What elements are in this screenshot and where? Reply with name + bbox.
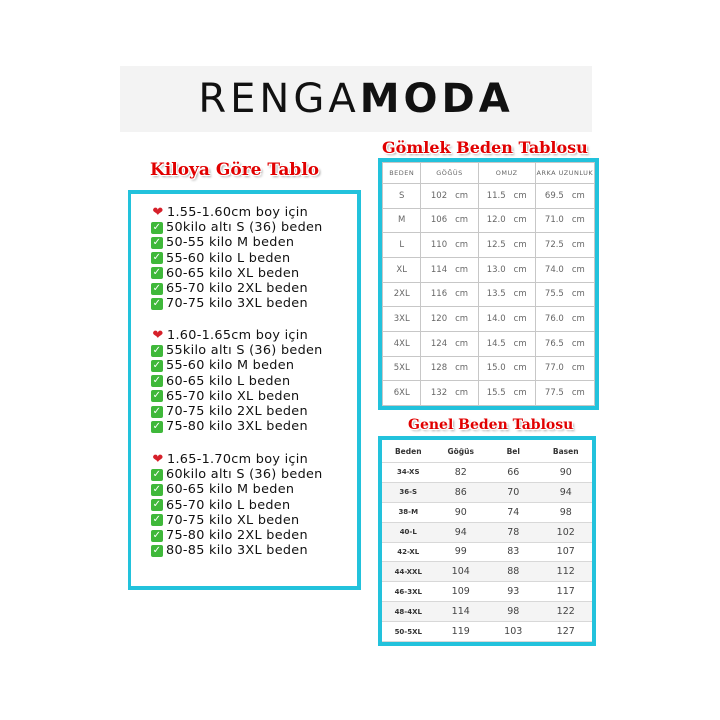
measure-cell: 104 [435, 562, 488, 582]
measure-cell: 88 [487, 562, 540, 582]
heart-icon: ❤ [152, 451, 164, 467]
size-cell [383, 233, 421, 258]
check-icon: ✓ [152, 297, 162, 309]
cell-value: 114 [430, 264, 448, 275]
check-icon: ✓ [152, 282, 162, 294]
unit-label: cm [455, 388, 469, 399]
table-row [382, 482, 592, 502]
measure-cell [535, 208, 594, 233]
list-item: ✓ 65-70 kilo L beden [152, 497, 291, 513]
measure-cell [478, 356, 535, 381]
check-icon: ✓ [152, 344, 162, 356]
unit-label: cm [513, 338, 527, 349]
measure-cell: 98 [487, 602, 540, 622]
size-cell: 34-XS [382, 463, 435, 483]
list-item: ✓ 60-65 kilo M beden [152, 482, 295, 498]
list-item: ✓ 50-55 kilo M beden [152, 235, 295, 251]
check-icon: ✓ [152, 375, 162, 387]
table-header-row [383, 163, 595, 184]
group-heading: ❤ 1.55-1.60cm boy için [152, 204, 309, 220]
cell-value: 3XL [393, 314, 410, 325]
measure-cell: 94 [540, 482, 593, 502]
size-cell: 36-S [382, 482, 435, 502]
table-row [382, 622, 592, 642]
unit-label: cm [571, 388, 585, 399]
table-row [383, 381, 595, 406]
measure-cell: 94 [435, 522, 488, 542]
cell-value: 124 [430, 338, 448, 349]
measure-cell [421, 208, 478, 233]
column-header: Bel [487, 440, 540, 463]
cell-value: 14.0 [486, 314, 506, 325]
size-cell: 38-M [382, 502, 435, 522]
measure-cell [535, 307, 594, 332]
size-cell [383, 208, 421, 233]
unit-label: cm [513, 388, 527, 399]
weight-table-title: Kiloya Göre Tablo [150, 160, 320, 180]
column-header: Basen [540, 440, 593, 463]
size-cell: 44-XXL [382, 562, 435, 582]
list-item: ✓ 60kilo altı S (36) beden [152, 467, 323, 483]
check-icon: ✓ [152, 267, 162, 279]
check-icon: ✓ [152, 544, 162, 556]
measure-cell: 119 [435, 622, 488, 642]
measure-cell [478, 208, 535, 233]
size-cell [383, 307, 421, 332]
cell-value: 77.0 [544, 363, 564, 374]
measure-cell: 82 [435, 463, 488, 483]
weight-size-list [128, 190, 361, 590]
shirt-table-title: Gömlek Beden Tablosu [382, 138, 588, 157]
cell-value: 13.5 [486, 289, 506, 300]
cell-value: 69.5 [544, 190, 564, 201]
cell-value: 120 [430, 314, 448, 325]
unit-label: cm [455, 338, 469, 349]
size-cell [383, 282, 421, 307]
cell-value: XL [396, 264, 407, 275]
size-cell: 50-5XL [382, 622, 435, 642]
check-icon: ✓ [152, 237, 162, 248]
list-item: ✓ 60-65 kilo XL beden [152, 265, 300, 281]
measure-cell: 117 [540, 582, 593, 602]
cell-value: 110 [430, 240, 448, 251]
cell-value: 15.0 [486, 363, 506, 374]
table-row [383, 233, 595, 258]
cell-value: 6XL [393, 388, 410, 399]
check-icon: ✓ [152, 252, 162, 264]
unit-label: cm [571, 338, 585, 349]
table-row [382, 582, 592, 602]
measure-cell: 78 [487, 522, 540, 542]
weight-group [151, 452, 323, 558]
weight-group [151, 205, 323, 311]
measure-cell: 99 [435, 542, 488, 562]
unit-label: cm [513, 264, 527, 275]
measure-cell [478, 331, 535, 356]
group-heading: ❤ 1.65-1.70cm boy için [152, 451, 309, 467]
measure-cell: 83 [487, 542, 540, 562]
cell-value: 102 [430, 190, 448, 201]
unit-label: cm [513, 363, 527, 374]
cell-value: 128 [430, 363, 448, 374]
general-table-title: Genel Beden Tablosu [408, 417, 574, 433]
measure-cell [535, 356, 594, 381]
check-icon: ✓ [152, 468, 162, 480]
shirt-table [382, 162, 595, 406]
heart-icon: ❤ [152, 327, 164, 343]
unit-label: cm [455, 215, 469, 226]
measure-cell: 86 [435, 482, 488, 502]
measure-cell: 127 [540, 622, 593, 642]
measure-cell [421, 307, 478, 332]
cell-value: 76.0 [544, 314, 564, 325]
size-cell: 42-XL [382, 542, 435, 562]
table-row [383, 356, 595, 381]
measure-cell [478, 381, 535, 406]
cell-value: 5XL [393, 363, 410, 374]
measure-cell [478, 184, 535, 209]
list-item: ✓ 65-70 kilo XL beden [152, 388, 300, 404]
check-icon: ✓ [152, 420, 162, 432]
measure-cell [421, 381, 478, 406]
unit-label: cm [513, 190, 527, 201]
measure-cell [421, 184, 478, 209]
cell-value: 15.5 [486, 388, 506, 399]
brand-logo [120, 66, 592, 132]
size-cell [383, 184, 421, 209]
unit-label: cm [513, 314, 527, 325]
list-item: ✓ 65-70 kilo 2XL beden [152, 281, 308, 297]
cell-value: S [399, 190, 405, 201]
table-row [382, 463, 592, 483]
check-icon: ✓ [152, 484, 162, 495]
measure-cell [478, 257, 535, 282]
unit-label: cm [513, 215, 527, 226]
list-item: ✓ 55-60 kilo M beden [152, 358, 295, 374]
cell-value: 14.5 [486, 338, 506, 349]
brand-name-part1: RENGA [198, 76, 360, 122]
column-header: Göğüs [435, 440, 488, 463]
list-item: ✓ 75-80 kilo 2XL beden [152, 528, 308, 544]
unit-label: cm [455, 314, 469, 325]
unit-label: cm [455, 289, 469, 300]
measure-cell [478, 282, 535, 307]
unit-label: cm [571, 289, 585, 300]
measure-cell [535, 257, 594, 282]
measure-cell: 109 [435, 582, 488, 602]
measure-cell [535, 184, 594, 209]
table-row [383, 307, 595, 332]
measure-cell: 114 [435, 602, 488, 622]
unit-label: cm [571, 363, 585, 374]
table-row [382, 562, 592, 582]
list-item: ✓ 55-60 kilo L beden [152, 250, 291, 266]
measure-cell: 102 [540, 522, 593, 542]
unit-label: cm [571, 264, 585, 275]
weight-group [151, 328, 323, 434]
table-row [382, 542, 592, 562]
check-icon: ✓ [152, 529, 162, 541]
list-item: ✓ 70-75 kilo XL beden [152, 512, 300, 528]
measure-cell: 98 [540, 502, 593, 522]
list-item: ✓ 70-75 kilo 3XL beden [152, 296, 308, 312]
list-item: ✓ 55kilo altı S (36) beden [152, 343, 323, 359]
cell-value: 11.5 [486, 190, 506, 201]
unit-label: cm [513, 289, 527, 300]
table-row [382, 502, 592, 522]
cell-value: L [399, 240, 405, 251]
size-cell [383, 257, 421, 282]
measure-cell [421, 257, 478, 282]
cell-value: 75.5 [544, 289, 564, 300]
cell-value: 132 [430, 388, 448, 399]
cell-value: 4XL [393, 338, 410, 349]
cell-value: 74.0 [544, 264, 564, 275]
cell-value: 72.5 [544, 240, 564, 251]
brand-name-part2: MODA [359, 76, 514, 122]
column-header: OMUZ [478, 163, 535, 184]
measure-cell: 93 [487, 582, 540, 602]
size-cell: 46-3XL [382, 582, 435, 602]
measure-cell: 66 [487, 463, 540, 483]
check-icon: ✓ [152, 499, 162, 511]
unit-label: cm [513, 240, 527, 251]
unit-label: cm [571, 314, 585, 325]
general-table [382, 440, 592, 642]
measure-cell: 70 [487, 482, 540, 502]
cell-value: 106 [430, 215, 448, 226]
group-heading: ❤ 1.60-1.65cm boy için [152, 327, 309, 343]
general-size-table [378, 436, 596, 646]
column-header: GÖĞÜS [421, 163, 478, 184]
table-row [382, 602, 592, 622]
measure-cell [421, 331, 478, 356]
measure-cell [535, 233, 594, 258]
cell-value: 77.5 [544, 388, 564, 399]
measure-cell [535, 381, 594, 406]
measure-cell [421, 356, 478, 381]
measure-cell [478, 233, 535, 258]
table-row [383, 282, 595, 307]
cell-value: 12.5 [486, 240, 506, 251]
measure-cell [421, 282, 478, 307]
table-row [383, 184, 595, 209]
list-item: ✓ 50kilo altı S (36) beden [152, 220, 323, 236]
cell-value: 116 [430, 289, 448, 300]
size-cell: 40-L [382, 522, 435, 542]
check-icon: ✓ [152, 405, 162, 417]
measure-cell: 122 [540, 602, 593, 622]
check-icon: ✓ [152, 221, 162, 233]
measure-cell: 103 [487, 622, 540, 642]
list-item: ✓ 60-65 kilo L beden [152, 373, 291, 389]
cell-value: 71.0 [544, 215, 564, 226]
measure-cell: 107 [540, 542, 593, 562]
unit-label: cm [455, 363, 469, 374]
size-cell [383, 381, 421, 406]
list-item: ✓ 75-80 kilo 3XL beden [152, 419, 308, 435]
table-row [383, 208, 595, 233]
size-cell: 48-4XL [382, 602, 435, 622]
unit-label: cm [455, 240, 469, 251]
unit-label: cm [571, 215, 585, 226]
measure-cell [535, 282, 594, 307]
unit-label: cm [455, 190, 469, 201]
measure-cell [478, 307, 535, 332]
measure-cell [535, 331, 594, 356]
check-icon: ✓ [152, 390, 162, 402]
unit-label: cm [571, 190, 585, 201]
measure-cell: 90 [540, 463, 593, 483]
measure-cell: 90 [435, 502, 488, 522]
measure-cell [421, 233, 478, 258]
size-cell [383, 356, 421, 381]
table-header-row [382, 440, 592, 463]
table-row [382, 522, 592, 542]
measure-cell: 112 [540, 562, 593, 582]
column-header: BEDEN [383, 163, 421, 184]
shirt-size-table [378, 158, 599, 410]
size-cell [383, 331, 421, 356]
list-item: ✓ 80-85 kilo 3XL beden [152, 543, 308, 559]
cell-value: 76.5 [544, 338, 564, 349]
cell-value: M [398, 215, 406, 226]
unit-label: cm [455, 264, 469, 275]
table-row [383, 257, 595, 282]
unit-label: cm [571, 240, 585, 251]
heart-icon: ❤ [152, 204, 164, 220]
check-icon: ✓ [152, 514, 162, 526]
column-header: ARKA UZUNLUK [535, 163, 594, 184]
list-item: ✓ 70-75 kilo 2XL beden [152, 404, 308, 420]
table-row [383, 331, 595, 356]
cell-value: 12.0 [486, 215, 506, 226]
cell-value: 13.0 [486, 264, 506, 275]
check-icon: ✓ [152, 360, 162, 371]
measure-cell: 74 [487, 502, 540, 522]
column-header: Beden [382, 440, 435, 463]
cell-value: 2XL [393, 289, 410, 300]
